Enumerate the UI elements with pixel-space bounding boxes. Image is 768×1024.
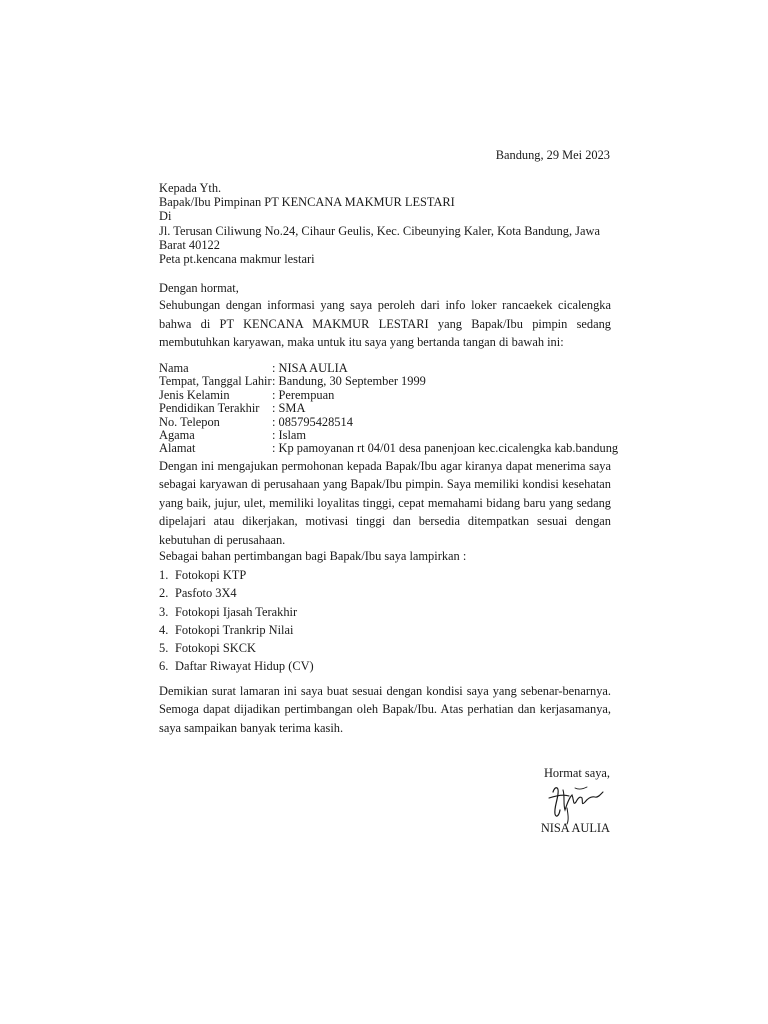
field-label: Alamat (159, 441, 196, 456)
handwritten-signature (545, 780, 607, 826)
field-value: : NISA AULIA (272, 361, 348, 375)
field-label: Agama (159, 428, 195, 443)
attachments-intro: Sebagai bahan pertimbangan bagi Bapak/Ibu saya lampirkan : (159, 549, 467, 563)
field-label: Jenis Kelamin (159, 387, 230, 402)
list-text: Pasfoto 3X4 (175, 586, 237, 601)
field-label: Pendidikan Terakhir (159, 401, 260, 416)
field-value: : SMA (272, 401, 306, 416)
list-text: Daftar Riwayat Hidup (CV) (175, 659, 314, 674)
list-number: 3. (159, 604, 169, 619)
signer-name: NISA AULIA (540, 821, 610, 835)
applicant-row (159, 442, 618, 455)
field-value: : Islam (272, 428, 307, 443)
list-item (159, 623, 314, 641)
list-text: Fotokopi Trankrip Nilai (175, 622, 294, 637)
attachments-list (159, 568, 314, 678)
field-value: : Kp pamoyanan rt 04/01 desa panenjoan kec.cicalengka kab.bandung (272, 441, 619, 456)
regards-text: Hormat saya, (543, 766, 610, 780)
list-number: 1. (159, 568, 169, 582)
recipient-map-note: Peta pt.kencana makmur lestari (159, 252, 315, 267)
field-value: : Bandung, 30 September 1999 (272, 374, 426, 389)
list-text: Fotokopi KTP (175, 568, 247, 582)
place-date: Bandung, 29 Mei 2023 (495, 148, 610, 162)
applicant-info-table (159, 362, 618, 456)
greeting: Dengan hormat, (159, 281, 239, 295)
intro-paragraph: Sehubungan dengan informasi yang saya peroleh dari info loker rancaekek cicalengka bahwa di PT KENCANA MAKMUR LESTARI yang Bapak/Ibu pimpin sedang membutuhkan karyawan, maka untuk itu saya yang bertanda tangan di bawah ini: (159, 298, 611, 349)
list-number: 2. (159, 586, 169, 601)
field-label: Nama (159, 361, 189, 375)
applicant-row (159, 389, 618, 402)
body-paragraph: Dengan ini mengajukan permohonan kepada Bapak/Ibu agar kiranya dapat menerima saya sebagai karyawan di perusahaan yang Bapak/Ibu pimpin. Saya memiliki kondisi kesehatan yang baik, jujur, ulet, memiliki loyalitas tinggi, cepat memahami bidang baru yang sedang dipelajari atau dikerjakan, motivasi tinggi dan bersedia ditempatkan sesuai dengan kebutuhan di perusahaan. (159, 459, 611, 547)
list-text: Fotokopi Ijasah Terakhir (175, 604, 298, 619)
applicant-row (159, 402, 618, 415)
field-value: : Perempuan (272, 387, 335, 402)
field-label: No. Telepon (159, 414, 220, 429)
list-number: 6. (159, 659, 169, 674)
list-number: 4. (159, 622, 169, 637)
applicant-row (159, 429, 618, 442)
list-number: 5. (159, 641, 169, 656)
recipient-name: Bapak/Ibu Pimpinan PT KENCANA MAKMUR LESTARI (159, 195, 455, 210)
list-item (159, 568, 314, 586)
applicant-row (159, 416, 618, 429)
field-value: : 085795428514 (272, 414, 353, 429)
recipient-block (159, 181, 611, 266)
list-text: Fotokopi SKCK (175, 641, 256, 656)
list-item (159, 605, 314, 623)
recipient-salutation: Kepada Yth. (159, 181, 222, 195)
applicant-row (159, 362, 618, 375)
recipient-address: Jl. Terusan Ciliwung No.24, Cihaur Geulis, Kec. Cibeunying Kaler, Kota Bandung, Jawa Barat 40122 (159, 223, 600, 252)
list-item (159, 641, 314, 659)
closing-paragraph: Demikian surat lamaran ini saya buat sesuai dengan kondisi saya yang sebenar-benarnya. Semoga dapat dijadikan pertimbangan oleh Bapak/Ibu. Atas perhatian dan kerjasamanya, saya sampaikan banyak terima kasih. (159, 684, 611, 735)
list-item (159, 586, 314, 604)
applicant-row (159, 375, 618, 388)
field-label: Tempat, Tanggal Lahir (159, 374, 272, 389)
list-item (159, 659, 314, 677)
recipient-di: Di (159, 209, 172, 224)
